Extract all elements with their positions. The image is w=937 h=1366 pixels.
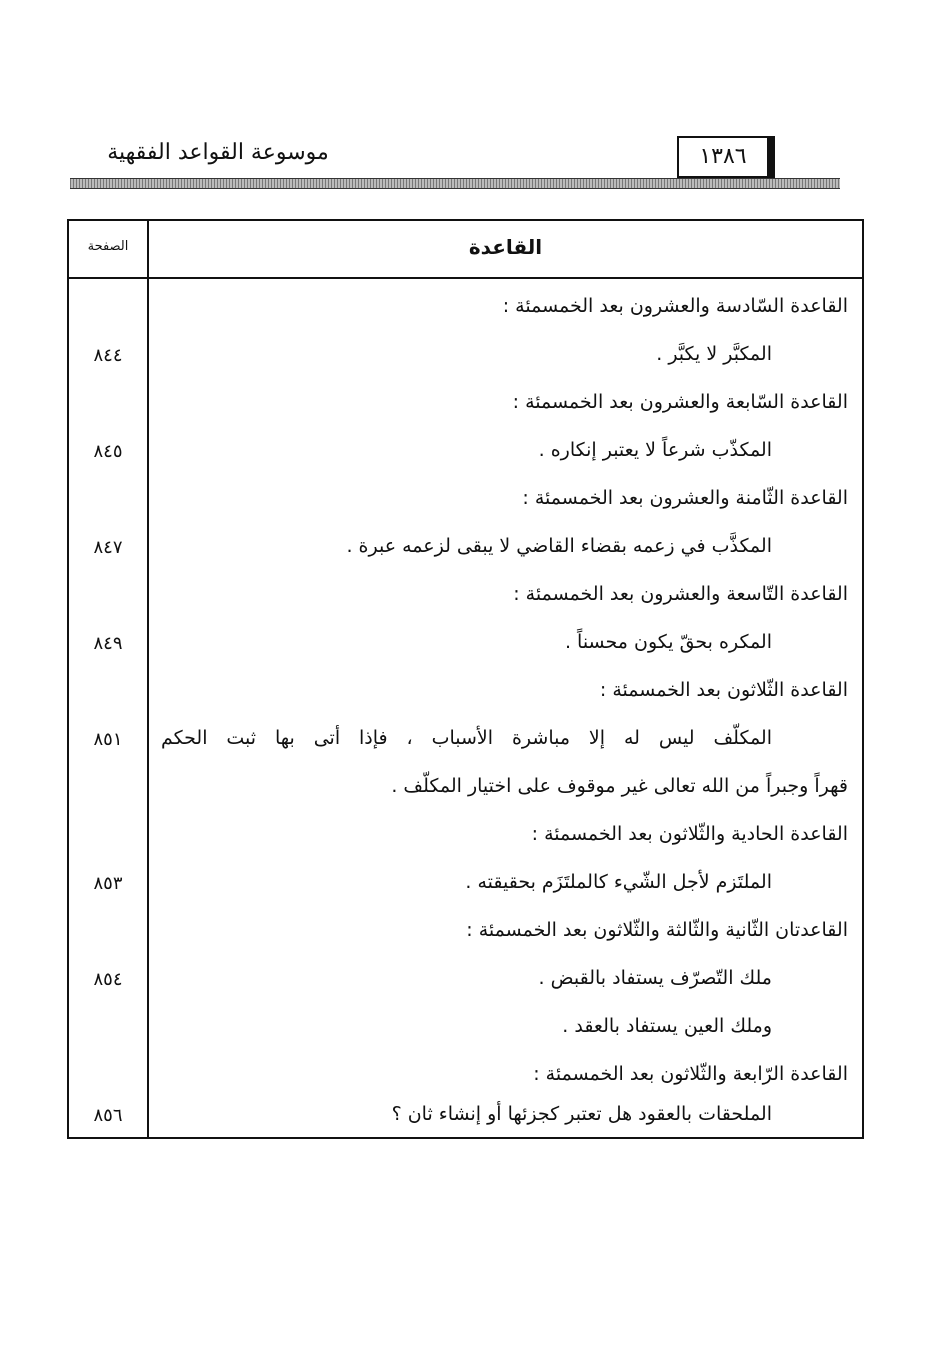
table-row (69, 479, 862, 525)
table-row (69, 383, 862, 429)
table-row (69, 431, 862, 477)
rule-text: المكذّب شرعاً لا يعتبر إنكاره . (538, 439, 772, 461)
table-row (69, 1007, 862, 1053)
table-row (69, 767, 862, 813)
rule-text: قهراً وجبراً من الله تعالى غير موقوف على اختيار المكلّف . (391, 775, 848, 797)
rule-text: الملتَزم لأجل الشّيء كالملتَزَم بحقيقته . (465, 871, 772, 893)
table-row (69, 575, 862, 621)
table-row (69, 1095, 862, 1141)
table-row (69, 815, 862, 861)
index-table (67, 219, 864, 1139)
header-rule (70, 178, 840, 189)
table-row (69, 911, 862, 957)
table-row (69, 527, 862, 573)
page-ref: ٨٤٩ (93, 633, 123, 654)
rule-heading: القاعدة الحادية والثّلاثون بعد الخمسمئة : (531, 823, 848, 845)
table-row (69, 335, 862, 381)
rule-heading: القاعدة التّاسعة والعشرون بعد الخمسمئة : (513, 583, 848, 605)
page-ref: ٨٥١ (93, 729, 123, 750)
column-header-rule: القاعدة (468, 235, 543, 259)
column-header-page: الصفحة (87, 239, 129, 254)
page-ref: ٨٤٧ (93, 537, 123, 558)
table-row (69, 671, 862, 717)
rule-text: ملك التّصرّف يستفاد بالقبض . (538, 967, 772, 989)
rule-heading: القاعدتان الثّانية والثّالثة والثّلاثون بعد الخمسمئة : (466, 919, 848, 941)
rule-heading: القاعدة السّادسة والعشرون بعد الخمسمئة : (502, 295, 848, 317)
rule-text: المكلّف ليس له إلا مباشرة الأسباب ، فإذا أتى بها ثبت الحكم (161, 727, 772, 749)
rule-heading: القاعدة الرّابعة والثّلاثون بعد الخمسمئة : (533, 1063, 848, 1085)
page-ref: ٨٤٤ (93, 345, 123, 366)
table-row (69, 287, 862, 333)
rule-heading: القاعدة الثّلاثون بعد الخمسمئة : (599, 679, 848, 701)
table-row (69, 623, 862, 669)
rule-text: المكره بحقّ يكون محسناً . (564, 631, 772, 653)
book-title: موسوعة القواعد الفقهية (107, 140, 329, 165)
rule-text: وملك العين يستفاد بالعقد . (562, 1015, 772, 1037)
rule-text: الملحقات بالعقود هل تعتبر كجزئها أو إنشاء ثان ؟ (391, 1103, 772, 1125)
table-row (69, 719, 862, 765)
page-ref: ٨٥٣ (93, 873, 123, 894)
table-row (69, 959, 862, 1005)
page-header (0, 0, 937, 200)
rule-heading: القاعدة الثّامنة والعشرون بعد الخمسمئة : (522, 487, 848, 509)
page-ref: ٨٥٤ (93, 969, 123, 990)
rule-text: المكبَّر لا يكبَّر . (656, 343, 772, 365)
header-divider (69, 277, 862, 279)
page-ref: ٨٤٥ (93, 441, 123, 462)
page-number: ١٣٨٦ (677, 136, 775, 178)
page-ref: ٨٥٦ (93, 1105, 123, 1126)
table-row (69, 863, 862, 909)
rule-heading: القاعدة السّابعة والعشرون بعد الخمسمئة : (512, 391, 848, 413)
rule-text: المكذَّب في زعمه بقضاء القاضي لا يبقى لزعمه عبرة . (346, 535, 772, 557)
